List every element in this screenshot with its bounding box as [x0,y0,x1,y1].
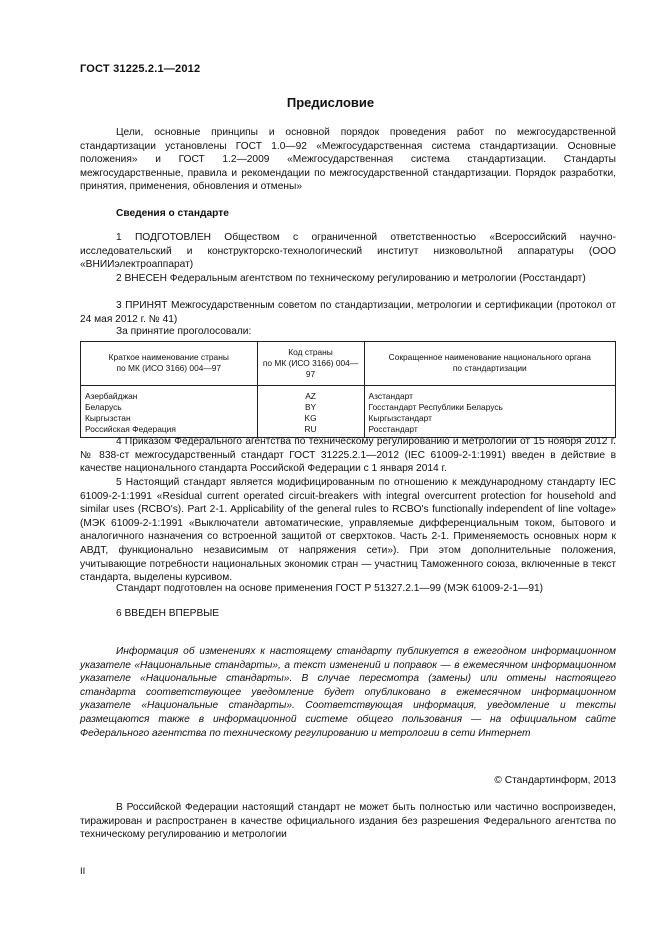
table-header-line: по стандартизации [452,363,527,374]
section-heading: Сведения о стандарте [116,208,229,219]
table-row [81,402,616,413]
table-header-line: Краткое наименование страны [108,352,229,363]
voted-label: За принятие проголосовали: [116,326,252,337]
item-6-paragraph: 6 ВВЕДЕН ВПЕРВЫЕ [116,608,220,619]
page-title: Предисловие [286,95,375,110]
table-header-row [81,342,616,386]
item-1-paragraph: 1 ПОДГОТОВЛЕН Обществом с ограниченной ответственностью «Всероссийский научно-исследовательский и конструкторско-технологический институт низковольтной аппаратуры (ООО «ВНИИэлектроаппарат) [80,232,616,271]
table-cell-country: Азербайджан [81,386,258,402]
table-header-body [364,342,615,386]
page-number: II [80,866,86,877]
item-5-paragraph: 5 Настоящий стандарт является модифицированным по отношению к международному стандарту IEC 61009-2-1:1991 «Residual current operated circuit-breakers with integral overcurrent protection for household and similar uses (RCBO's). Part 2-1. Applicability of the general rules to RCBO's functionally independent of line voltage» (МЭК 61009-2-1:1991 «Выключатели автоматические, управляемые дифференциальным током, бытового и аналогичного назначения со встроенной защитой от сверхтоков. Часть 2-1. Применяемость основных норм к АВДТ, функционально независимым от напряжения сети»). При этом дополнительные положения, учитывающие потребности национальных экономик стран — участниц Таможенного союза, включенные в текст стандарта, выделены курсивом. [80,477,616,584]
table-cell-code: BY [257,402,364,413]
table-header-line: Код страны [288,347,333,357]
table-cell-body: Госстандарт Республики Беларусь [364,402,615,413]
table-cell-body: Росстандарт [364,424,615,437]
intro-paragraph: Цели, основные принципы и основной порядок проведения работ по межгосударственной стандартизации установлены ГОСТ 1.0—92 «Межгосударственная система стандартизации. Основные положения» и ГОСТ 1.2—2009 «Межгосударственная система стандартизации. Стандарты межгосударственные, правила и рекомендации по межгосударственной стандартизации. Порядок разработки, принятия, применения, обновления и отмены» [80,127,616,193]
table-cell-country: Беларусь [81,402,258,413]
notice-paragraph: Информация об изменениях к настоящему стандарту публикуется в ежегодном информационном указателе «Национальные стандарты», а текст изменений и поправок — в ежемесячном информационном указателе «Национальные стандарты». В случае пересмотра (замены) или отмены настоящего стандарта соответствующее уведомление будет опубликовано в ежемесячном информационном указателе «Национальные стандарты». Соответствующая информация, уведомление и тексты размещаются также в информационной системе общего пользования — на официальном сайте Федерального агентства по техническому регулированию и метрологии в сети Интернет [80,646,616,739]
rights-paragraph: В Российской Федерации настоящий стандарт не может быть полностью или частично воспроизведен, тиражирован и распространен в качестве официального издания без разрешения Федерального агентства по техническому регулированию и метрологии [80,802,616,841]
table-header-code [257,342,364,386]
item-2-paragraph: 2 ВНЕСЕН Федеральным агентством по техническому регулированию и метрологии (Росстандарт) [116,273,586,284]
table-cell-code: RU [257,424,364,437]
table-cell-body: Азстандарт [364,386,615,402]
item-3-paragraph: 3 ПРИНЯТ Межгосударственным советом по стандартизации, метрологии и сертификации (протокол от 24 мая 2012 г. № 41) [80,300,616,325]
copyright-line: © Стандартинформ, 2013 [494,775,616,786]
table-cell-country: Кыргызстан [81,413,258,424]
table-header-line: по МК (ИСО 3166) 004—97 [116,363,222,374]
item-4-paragraph: 4 Приказом Федерального агентства по техническому регулированию и метрологии от 15 ноября 2012 г. № 838-ст межгосударственный стандарт ГОСТ 31225.2.1—2012 (IEC 61009-2-1:1991) введен в действие в качестве национального стандарта Российской Федерации с 1 января 2014 г. [80,436,616,475]
voting-states-table [80,341,616,438]
table-cell-body: Кыргызстандарт [364,413,615,424]
table-row [81,386,616,402]
table-header-country [81,342,258,386]
table-cell-country: Российская Федерация [81,424,258,437]
table-header-line: по МК (ИСО 3166) 004—97 [262,357,359,379]
item-5-note: Стандарт подготовлен на основе применения ГОСТ Р 51327.2.1—99 (МЭК 61009-2-1—91) [116,583,544,594]
table-header-line: Сокращенное наименование национального органа [388,352,591,363]
table-row [81,413,616,424]
standard-header: ГОСТ 31225.2.1—2012 [80,63,201,75]
table-cell-code: AZ [257,386,364,402]
table-cell-code: KG [257,413,364,424]
